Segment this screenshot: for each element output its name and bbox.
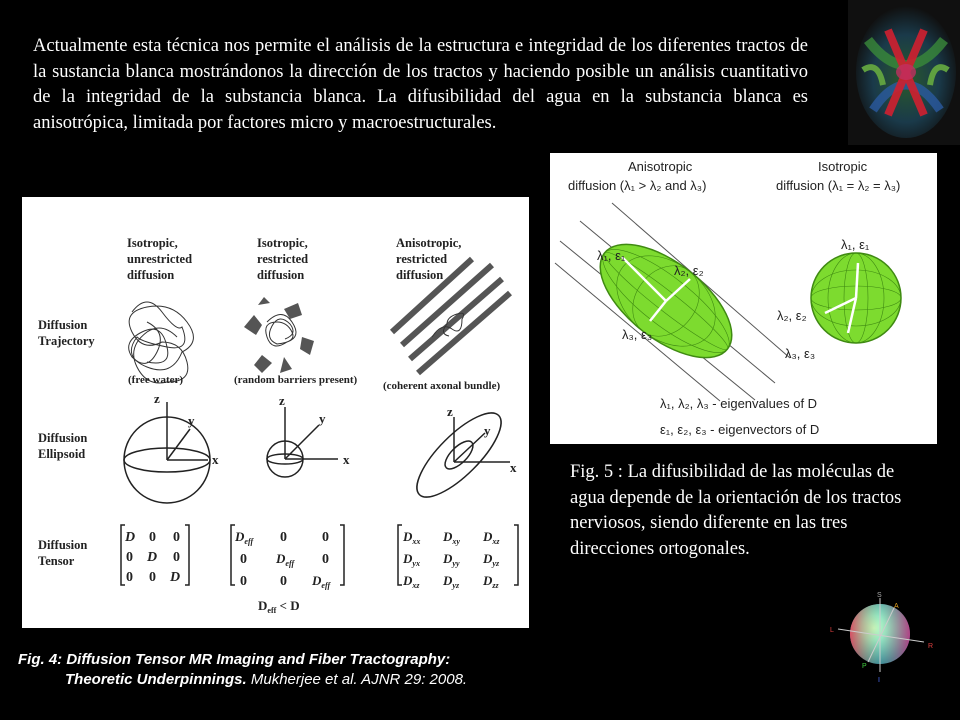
tensor-isotropic [121, 525, 189, 585]
svg-text:0: 0 [280, 530, 287, 545]
svg-text:D: D [147, 550, 158, 565]
svg-text:I: I [878, 677, 880, 684]
isotropic-green-sphere [811, 253, 901, 343]
svg-text:0: 0 [126, 550, 133, 565]
svg-text:0: 0 [173, 530, 180, 545]
col1-title: Isotropic, unrestricted diffusion [127, 236, 193, 282]
orientation-color-sphere [818, 584, 942, 700]
svg-text:Dxy: $D_{xy}$ [443, 529, 460, 546]
svg-text:λ₁, ε₁: λ₁, ε₁ [841, 237, 870, 252]
svg-text:R: R [928, 643, 934, 650]
svg-text:L: L [830, 627, 834, 634]
svg-text:y: y [188, 413, 195, 428]
svg-text:Deff: $D_{eff}$ [312, 573, 331, 590]
tensor-restricted [231, 525, 344, 590]
svg-text:Dxz: $D_{xz}$ [483, 529, 500, 546]
svg-text:z: z [447, 404, 453, 419]
fig4-caption: Fig. 4: Diffusion Tensor MR Imaging and Fiber Tractography: Theoretic Underpinnings. Mukherjee et al. AJNR 29: 2008. [18, 651, 468, 688]
dti-brain-image [848, 0, 960, 145]
legend-eigenvectors: ε₁, ε₂, ε₃ - eigenvectors of D [660, 422, 820, 437]
col1-note: (free water) [128, 374, 184, 386]
intro-paragraph: Actualmente esta técnica nos permite el análisis de la estructura e integridad de los diferentes tractos de la sustancia blanca mostrándonos la dirección de los tractos y haciendo posible un análisis cuantitativo de la integridad de la substancia blanca. La difusibilidad del agua en la substancia blanca es anisotrópica, limitada por factores micro y macroestructurales. [33, 36, 808, 133]
anisotropic-ellipsoid [405, 401, 512, 508]
svg-text:x: x [212, 452, 219, 467]
svg-text:0: 0 [149, 530, 156, 545]
row1-label: Diffusion Trajectory [38, 318, 95, 348]
svg-text:A: A [894, 603, 899, 610]
svg-text:Dyz: $D_{yz}$ [443, 573, 460, 590]
aniso-title-1: Anisotropic [628, 159, 693, 174]
svg-text:0: 0 [126, 570, 133, 585]
free-water-trajectory [129, 302, 194, 383]
col2-title: Isotropic, restricted diffusion [257, 236, 309, 282]
svg-text:y: y [484, 423, 491, 438]
fig5-diagram [550, 153, 937, 444]
svg-text:λ₃, ε₃: λ₃, ε₃ [785, 346, 816, 361]
iso-title-1: Isotropic [818, 159, 868, 174]
svg-text:x: x [343, 452, 350, 467]
col3-note: (coherent axonal bundle) [383, 380, 501, 392]
row2-label: Diffusion Ellipsoid [38, 431, 88, 461]
svg-text:Deff: $D_{eff}$ [276, 551, 295, 568]
svg-text:0: 0 [240, 552, 247, 567]
svg-text:0: 0 [149, 570, 156, 585]
svg-text:0: 0 [322, 552, 329, 567]
svg-text:z: z [154, 391, 160, 406]
isotropic-sphere-small [267, 407, 338, 477]
svg-text:Dyx: $D_{yx}$ [403, 551, 420, 568]
svg-text:λ₂, ε₂: λ₂, ε₂ [777, 308, 807, 323]
svg-text:Dxx: $D_{xx}$ [403, 529, 421, 546]
svg-text:z: z [279, 393, 285, 408]
barrier-trajectory [244, 297, 314, 373]
svg-text:0: 0 [280, 574, 287, 589]
svg-text:λ₁, ε₁: λ₁, ε₁ [597, 248, 626, 263]
svg-text:Dyy: $D_{yy}$ [443, 551, 460, 568]
svg-text:Dyz: $D_{yz}$ [483, 551, 500, 568]
svg-text:Deff: $D_{eff}$ [235, 529, 254, 546]
isotropic-sphere-large [124, 402, 210, 503]
tensor-anisotropic [398, 525, 518, 590]
aniso-title-2: diffusion (λ₁ > λ₂ and λ₃) [568, 178, 707, 193]
svg-text:x: x [510, 460, 517, 475]
svg-text:Dzz: $D_{zz}$ [483, 573, 499, 590]
legend-eigenvalues: λ₁, λ₂, λ₃ - eigenvalues of D [660, 396, 818, 411]
col2-note: (random barriers present) [234, 374, 358, 386]
fig4-diagram [22, 197, 529, 628]
svg-text:Dxz: $D_{xz}$ [403, 573, 420, 590]
svg-text:0: 0 [240, 574, 247, 589]
svg-text:λ₂, ε₂: λ₂, ε₂ [674, 263, 704, 278]
fig5-caption: Fig. 5 : La difusibilidad de las moléculas de agua depende de la orientación de los tractos nerviosos, siendo diferente en las tres direcciones ortogonales. [570, 462, 902, 559]
deff-inequality: $D_{eff} < D$ [258, 598, 300, 615]
svg-text:D: D [125, 530, 136, 545]
svg-text:S: S [877, 592, 882, 599]
svg-text:y: y [319, 411, 326, 426]
svg-text:P: P [862, 663, 867, 670]
svg-text:λ₃, ε₃: λ₃, ε₃ [622, 327, 653, 342]
row3-label: Diffusion Tensor [38, 538, 88, 568]
svg-text:D: D [170, 570, 181, 585]
svg-text:0: 0 [173, 550, 180, 565]
iso-title-2: diffusion (λ₁ = λ₂ = λ₃) [776, 178, 901, 193]
col3-title: Anisotropic, restricted diffusion [396, 236, 462, 282]
svg-text:0: 0 [322, 530, 329, 545]
